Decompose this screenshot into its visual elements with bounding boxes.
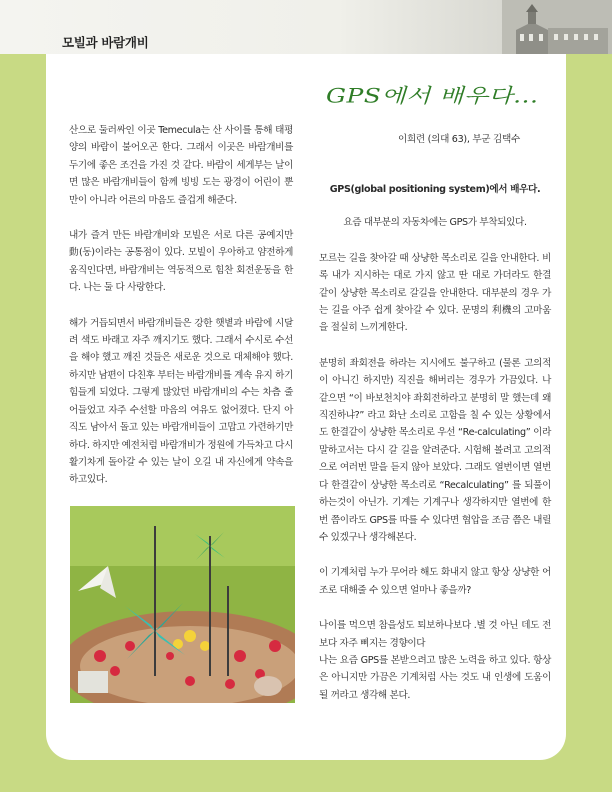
right-column: [319, 181, 551, 722]
article-title: GPS에서 배우다...: [326, 84, 539, 108]
pinwheel-garden-photo: [70, 506, 295, 703]
left-column: [69, 122, 293, 507]
section-title: 모빌과 바람개비: [62, 35, 149, 50]
intro-line: 요즘 대부분의 자동차에는 GPS가 부착되있다.: [343, 217, 527, 229]
paragraph: 모르는 길을 찾아갈 때 상냥한 목소리로 길을 안내한다. 비록 내가 지시하는 대로 가지 않고 딴 대로 가더라도 한결 같이 상냥한 목소리로 갈길을 안내한다. 대부분의 경우 가는 길을 아주 쉽게 찾아갈 수 있다. 문명의 利機의 고마움을 절실히 느끼게한다.: [319, 252, 551, 334]
paragraph: 이 기계처럼 누가 무어라 해도 화내지 않고 항상 상냥한 어조로 대해줄 수 있으면 얼마나 좋을까?: [319, 567, 551, 596]
subheading: GPS(global positioning system)에서 배우다.: [329, 184, 541, 195]
paragraph: 산으로 둘러싸인 이곳 Temecula는 산 사이를 통해 태평양의 바람이 불어오곤 한다. 그래서 이곳은 바람개비를 두기에 좋은 조건을 가진 것 같다. 바람이 세게부는 날이면 많은 바람개비들이 함께 빙빙 도는 광경이 어린이 뿐만이 아니라 어른의 마음도 즐겁게 해준다.: [69, 125, 293, 206]
article-author: 이희련 (의대 63), 부군 김택수: [398, 134, 520, 145]
paragraph: 해가 거듭되면서 바람개비들은 강한 햇볕과 바람에 시달려 색도 바래고 자주 깨지기도 했다. 그래서 수시로 수선을 해야 했고 깨진 것들은 새로운 것으로 대체해야 했다. 하지만 남편이 다친후 부터는 바람개비를 계속 유지 하기 힘들게 되었다. 그렇게 많았던 바람개비의 수는 차츰 줄어들었고 자주 수선할 마음의 여유도 없어졌다. 단지 아직도 남아서 돌고 있는 바람개비들이 고맙고 가련하기만 하다. 하지만 예전처럼 바람개비가 정원에 가득차고 다시 활기차게 돌아갈 수 있는 날이 오길 내 자신에게 약속을 하고있다.: [69, 317, 294, 486]
paragraph: 나이를 먹으면 참을성도 퇴보하나보다 .별 것 아닌 데도 전보다 자주 삐지는 경향이다 나는 요즘 GPS를 본받으려고 많은 노력을 하고 있다. 항상은 아니지만 가끔은 기계처럼 사는 것도 내 인생에 도움이 될 꺼라고 생각해 본다.: [319, 620, 551, 701]
paragraph: 내가 즐겨 만든 바람개비와 모빌은 서로 다른 공예지만 動(동)이라는 공통점이 있다. 모빌이 우아하고 얌전하게 움직인다면, 바람개비는 역동적으로 힘찬 회전운동을 한다. 나는 둘 다 사랑한다.: [69, 230, 293, 294]
paragraph: 분명히 좌회전을 하라는 지시에도 불구하고 (물론 고의적이 아니긴 하지만) 직진을 해버리는 경우가 가끔있다. 나 같으면 “이 바보천치야 좌회전하라고 분명히 말 했는데 왜 직진하냐?” 라고 화난 소리로 고함을 칠 수 있는 상황에서도 한결같이 상냥한 목소리로 우선 “Re-calculating” 이라 말하고서는 다시 갈 길을 알려준다. 시험해 볼려고 고의적으로 여러번 말을 듣지 않아 보았다. 그래도 열번이면 열번 다 한결같이 상냥한 목소리로 “Recalculating” 를 되풀이 하는것이 아닌가. 기계는 기계구나 생각하지만 열번에 한번 쯤이라도 GPS를 따를 수 있다면 협압을 조금 쯤은 내릴 수 있겠구나 생각해본다.: [319, 357, 551, 543]
building-illustration: [502, 0, 612, 54]
